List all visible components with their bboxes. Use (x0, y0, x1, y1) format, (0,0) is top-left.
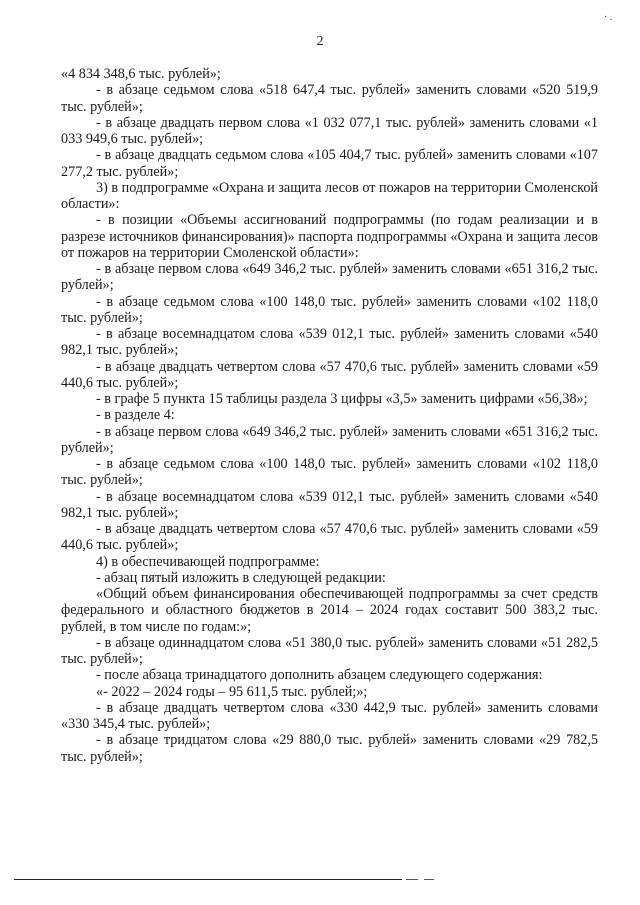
paragraph: «- 2022 – 2024 годы – 95 611,5 тыс. рублей;»; (96, 683, 368, 700)
paragraph: - абзац пятый изложить в следующей редакции: (96, 569, 386, 586)
paragraph: - в абзаце двадцать седьмом слова «105 404,7 тыс. рублей» заменить словами «107 277,2 тыс. рублей»; (61, 147, 598, 180)
paragraph: - в абзаце двадцать четвертом слова «330 442,9 тыс. рублей» заменить словами «330 345,4 тыс. рублей»; (61, 699, 598, 732)
paragraph: - в абзаце двадцать четвертом слова «57 470,6 тыс. рублей» заменить словами «59 440,6 тыс. рублей»; (61, 358, 598, 391)
paragraph: - в позиции «Объемы ассигнований подпрограммы (по годам реализации и в разрезе источников финансирования)» паспорта подпрограммы «Охрана и защита лесов от пожаров на территории Смоленской области»: (61, 212, 598, 261)
footer-dash (424, 879, 434, 880)
paragraph: - в абзаце двадцать четвертом слова «57 470,6 тыс. рублей» заменить словами «59 440,6 тыс. рублей»; (61, 521, 598, 554)
paragraph: - в абзаце седьмом слова «518 647,4 тыс. рублей» заменить словами «520 519,9 тыс. рублей»; (61, 82, 598, 115)
paragraph: - в разделе 4: (96, 407, 175, 424)
paragraph: - в графе 5 пункта 15 таблицы раздела 3 цифры «3,5» заменить цифрами «56,38»; (96, 391, 588, 407)
corner-scan-mark: · . (604, 12, 613, 23)
paragraph: - в абзаце тридцатом слова «29 880,0 тыс. рублей» заменить словами «29 782,5 тыс. рублей»; (61, 732, 598, 765)
page-number: 2 (316, 34, 324, 49)
paragraph: - в абзаце двадцать первом слова «1 032 077,1 тыс. рублей» заменить словами «1 033 949,6 тыс. рублей»; (61, 114, 598, 147)
paragraph: - в абзаце одиннадцатом слова «51 380,0 тыс. рублей» заменить словами «51 282,5 тыс. рублей»; (61, 634, 598, 667)
paragraph: - в абзаце седьмом слова «100 148,0 тыс. рублей» заменить словами «102 118,0 тыс. рублей»; (61, 293, 598, 326)
paragraph: - в абзаце седьмом слова «100 148,0 тыс. рублей» заменить словами «102 118,0 тыс. рублей»; (61, 456, 598, 489)
footer-rule (14, 879, 402, 880)
paragraph: - в абзаце первом слова «649 346,2 тыс. рублей» заменить словами «651 316,2 тыс. рублей»; (61, 423, 598, 456)
footer-dash (406, 879, 418, 880)
paragraph: 3) в подпрограмме «Охрана и защита лесов от пожаров на территории Смоленской области»: (61, 179, 598, 212)
paragraph: «Общий объем финансирования обеспечивающей подпрограммы за счет средств федерального и областного бюджетов в 2014 – 2024 годах составит 500 383,2 тыс. рублей, в том числе по годам:»; (61, 586, 598, 635)
paragraph: - в абзаце первом слова «649 346,2 тыс. рублей» заменить словами «651 316,2 тыс. рублей»; (61, 261, 598, 294)
paragraph: - в абзаце восемнадцатом слова «539 012,1 тыс. рублей» заменить словами «540 982,1 тыс. рублей»; (61, 326, 598, 359)
paragraph: «4 834 348,6 тыс. рублей»; (61, 66, 221, 82)
document-body (61, 66, 598, 765)
paragraph: - в абзаце восемнадцатом слова «539 012,1 тыс. рублей» заменить словами «540 982,1 тыс. рублей»; (61, 488, 598, 521)
paragraph: - после абзаца тринадцатого дополнить абзацем следующего содержания: (96, 667, 543, 684)
paragraph: 4) в обеспечивающей подпрограмме: (96, 553, 320, 570)
